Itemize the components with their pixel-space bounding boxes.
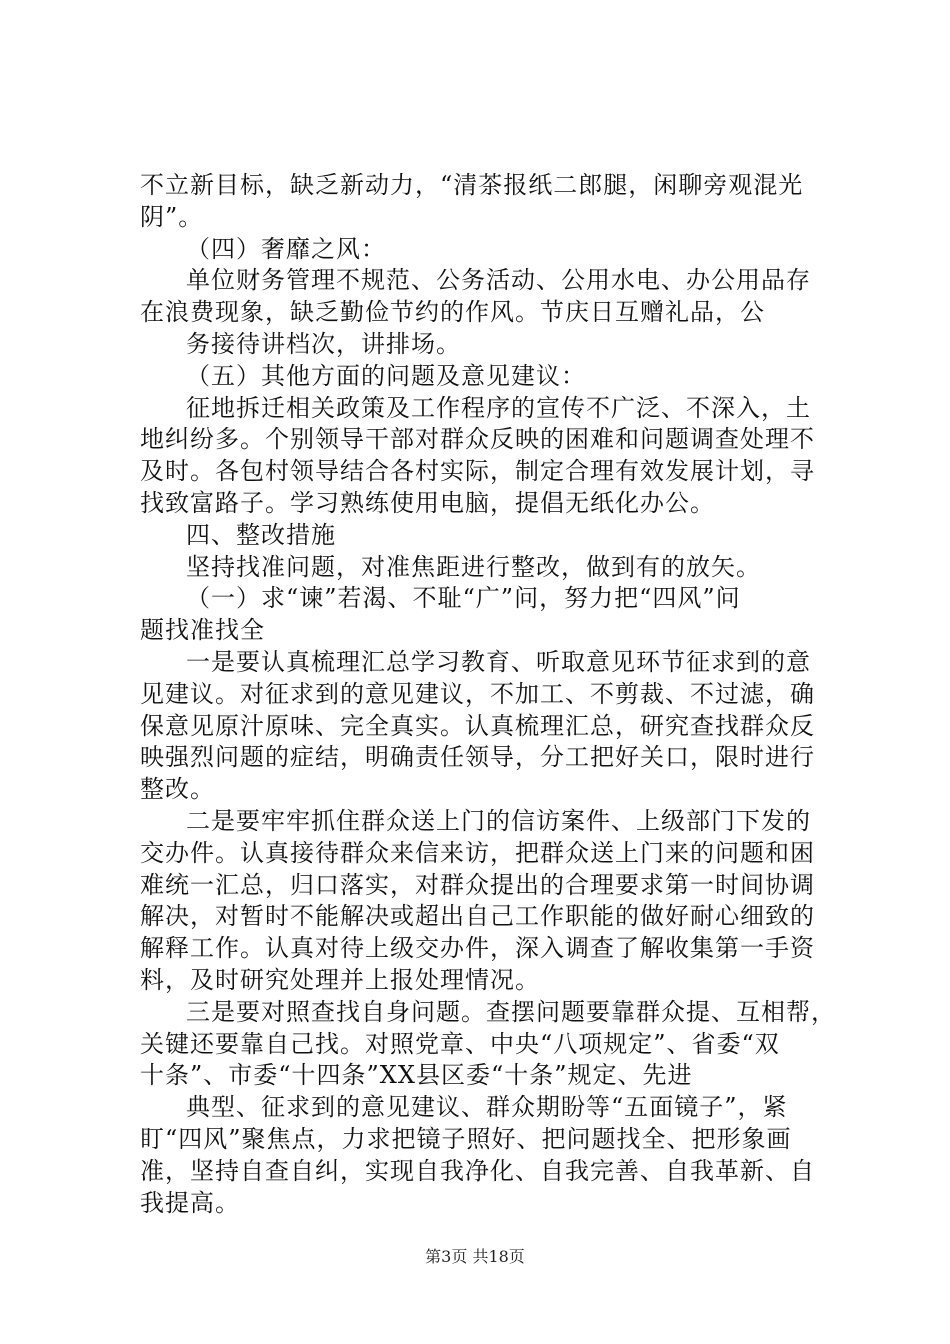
text-line: 交办件。认真接待群众来信来访，把群众送上门来的问题和困	[140, 838, 815, 867]
text-block	[140, 170, 836, 1219]
text-line: 解决，对暂时不能解决或超出自己工作职能的做好耐心细致的	[140, 902, 815, 931]
section-heading: （四）奢靡之风：	[186, 234, 386, 263]
text-line: 坚持找准问题，对准焦距进行整改，做到有的放矢。	[186, 552, 761, 581]
section-heading: （一）求“谏”若渴、不耻“广”问，努力把“四风”问	[186, 584, 741, 613]
text-line: 征地拆迁相关政策及工作程序的宣传不广泛、不深入，土	[186, 393, 811, 422]
text-line: 及时。各包村领导结合各村实际，制定合理有效发展计划，寻	[140, 457, 815, 486]
text-line: 保意见原汁原味、完全真实。认真梳理汇总，研究查找群众反	[140, 711, 815, 740]
text-line: 务接待讲档次，讲排场。	[186, 329, 461, 358]
text-line: 阴”。	[140, 202, 204, 231]
text-line: 二是要牢牢抓住群众送上门的信访案件、上级部门下发的	[186, 806, 811, 835]
text-line: 找致富路子。学习熟练使用电脑，提倡无纸化办公。	[140, 488, 715, 517]
page-number-footer: 第3页 共18页	[425, 1247, 525, 1266]
text-line: 盯“四风”聚焦点，力求把镜子照好、把问题找全、把形象画	[140, 1124, 792, 1153]
text-line: 典型、征求到的意见建议、群众期盼等“五面镜子”，紧	[186, 1093, 788, 1122]
text-line: 准，坚持自查自纠，实现自我净化、自我完善、自我革新、自	[140, 1156, 815, 1185]
text-line: 解释工作。认真对待上级交办件，深入调查了解收集第一手资	[140, 934, 815, 963]
text-line: 映强烈问题的症结，明确责任领导，分工把好关口，限时进行	[140, 743, 815, 772]
section-heading: 四、整改措施	[186, 520, 336, 549]
text-line: 难统一汇总，归口落实，对群众提出的合理要求第一时间协调	[140, 870, 815, 899]
document-body	[140, 170, 836, 1219]
section-heading: （五）其他方面的问题及意见建议：	[186, 361, 586, 390]
text-line: 三是要对照查找自身问题。查摆问题要靠群众提、互相帮，	[186, 997, 836, 1026]
text-line: 地纠纷多。个别领导干部对群众反映的困难和问题调查处理不	[140, 425, 815, 454]
text-line: 我提高。	[140, 1188, 240, 1217]
text-line: 料，及时研究处理并上报处理情况。	[140, 965, 540, 994]
text-line: 关键还要靠自己找。对照党章、中央“八项规定”、省委“双	[140, 1029, 780, 1058]
text-line: 题找准找全	[140, 616, 265, 645]
text-line: 一是要认真梳理汇总学习教育、听取意见环节征求到的意	[186, 647, 811, 676]
text-line: 不立新目标，缺乏新动力，“清茶报纸二郎腿，闲聊旁观混光	[140, 171, 804, 199]
text-line: 在浪费现象，缺乏勤俭节约的作风。节庆日互赠礼品，公	[140, 298, 765, 327]
text-line: 单位财务管理不规范、公务活动、公用水电、办公用品存	[186, 266, 811, 295]
text-line: 见建议。对征求到的意见建议，不加工、不剪裁、不过滤，确	[140, 679, 815, 708]
text-line: 整改。	[140, 775, 215, 804]
text-line: 十条”、市委“十四条”XX县区委“十条”规定、先进	[140, 1061, 693, 1090]
